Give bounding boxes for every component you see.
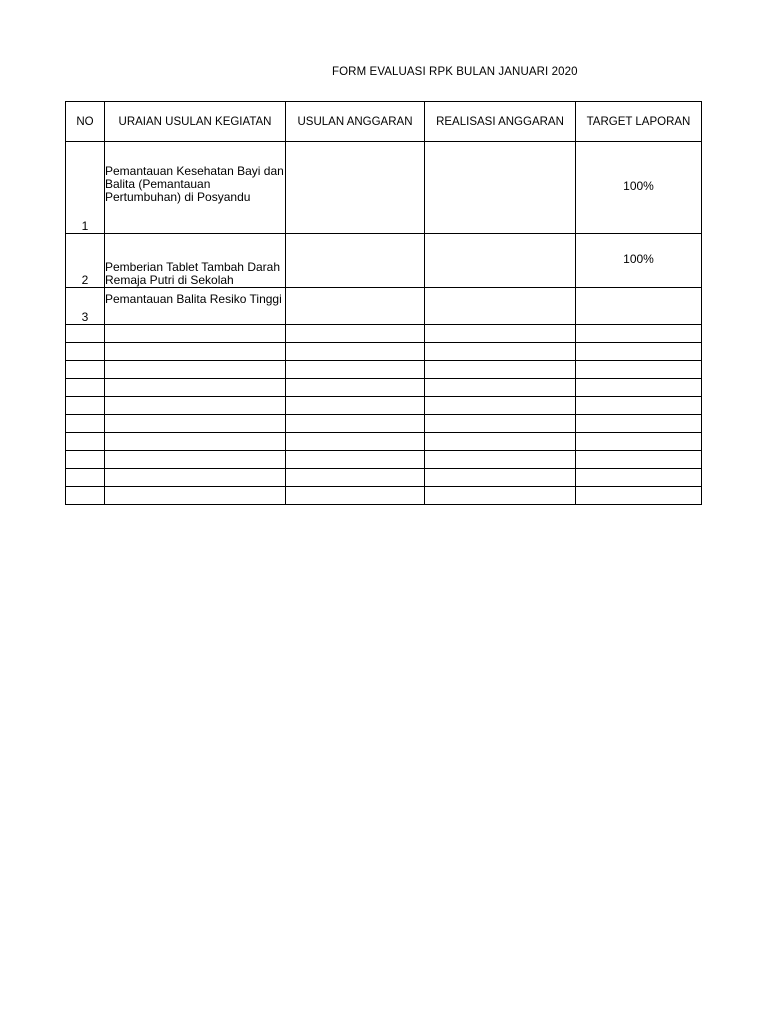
row-number bbox=[66, 361, 105, 379]
table-row bbox=[66, 142, 702, 234]
usulan-anggaran-cell bbox=[286, 343, 425, 361]
empty-table-row bbox=[66, 379, 702, 397]
row-number: 1 bbox=[66, 142, 105, 234]
table-row bbox=[66, 288, 702, 325]
realisasi-anggaran-cell bbox=[425, 451, 576, 469]
target-laporan-cell bbox=[576, 343, 702, 361]
activity-description bbox=[105, 415, 286, 433]
usulan-anggaran-cell bbox=[286, 469, 425, 487]
realisasi-anggaran-cell bbox=[425, 415, 576, 433]
target-laporan-cell bbox=[576, 433, 702, 451]
header-usulan-anggaran: USULAN ANGGARAN bbox=[286, 102, 425, 142]
realisasi-anggaran-cell bbox=[425, 288, 576, 325]
usulan-anggaran-cell bbox=[286, 379, 425, 397]
usulan-anggaran-cell bbox=[286, 234, 425, 288]
activity-description bbox=[105, 451, 286, 469]
realisasi-anggaran-cell bbox=[425, 325, 576, 343]
activity-description: Pemantauan Balita Resiko Tinggi bbox=[105, 288, 286, 325]
empty-table-row bbox=[66, 325, 702, 343]
row-number bbox=[66, 379, 105, 397]
realisasi-anggaran-cell bbox=[425, 469, 576, 487]
target-laporan-cell bbox=[576, 288, 702, 325]
target-laporan-cell bbox=[576, 469, 702, 487]
target-laporan-cell: 100% bbox=[576, 234, 702, 288]
target-laporan-cell bbox=[576, 487, 702, 505]
activity-description bbox=[105, 343, 286, 361]
row-number bbox=[66, 415, 105, 433]
target-laporan-cell bbox=[576, 451, 702, 469]
header-target-laporan: TARGET LAPORAN bbox=[576, 102, 702, 142]
row-number bbox=[66, 343, 105, 361]
row-number: 3 bbox=[66, 288, 105, 325]
activity-description bbox=[105, 469, 286, 487]
row-number bbox=[66, 451, 105, 469]
usulan-anggaran-cell bbox=[286, 415, 425, 433]
realisasi-anggaran-cell bbox=[425, 379, 576, 397]
target-laporan-cell bbox=[576, 379, 702, 397]
empty-table-row bbox=[66, 469, 702, 487]
row-number bbox=[66, 469, 105, 487]
activity-description: Pemberian Tablet Tambah Darah Remaja Putri di Sekolah bbox=[105, 234, 286, 288]
target-laporan-cell bbox=[576, 397, 702, 415]
usulan-anggaran-cell bbox=[286, 487, 425, 505]
realisasi-anggaran-cell bbox=[425, 343, 576, 361]
usulan-anggaran-cell bbox=[286, 325, 425, 343]
activity-description bbox=[105, 325, 286, 343]
realisasi-anggaran-cell bbox=[425, 234, 576, 288]
activity-description bbox=[105, 361, 286, 379]
header-realisasi-anggaran: REALISASI ANGGARAN bbox=[425, 102, 576, 142]
page-title: FORM EVALUASI RPK BULAN JANUARI 2020 bbox=[332, 66, 578, 78]
evaluation-table bbox=[65, 101, 702, 505]
empty-table-row bbox=[66, 361, 702, 379]
empty-table-row bbox=[66, 451, 702, 469]
empty-table-row bbox=[66, 487, 702, 505]
row-number bbox=[66, 433, 105, 451]
row-number bbox=[66, 325, 105, 343]
header-uraian: URAIAN USULAN KEGIATAN bbox=[105, 102, 286, 142]
header-no: NO bbox=[66, 102, 105, 142]
usulan-anggaran-cell bbox=[286, 361, 425, 379]
target-laporan-cell bbox=[576, 415, 702, 433]
empty-table-row bbox=[66, 397, 702, 415]
empty-table-row bbox=[66, 343, 702, 361]
row-number bbox=[66, 397, 105, 415]
row-number bbox=[66, 487, 105, 505]
target-laporan-cell bbox=[576, 325, 702, 343]
activity-description bbox=[105, 379, 286, 397]
realisasi-anggaran-cell bbox=[425, 487, 576, 505]
empty-table-row bbox=[66, 415, 702, 433]
target-laporan-cell: 100% bbox=[576, 142, 702, 234]
row-number: 2 bbox=[66, 234, 105, 288]
target-laporan-cell bbox=[576, 361, 702, 379]
table-row bbox=[66, 234, 702, 288]
activity-description bbox=[105, 433, 286, 451]
activity-description: Pemantauan Kesehatan Bayi dan Balita (Pemantauan Pertumbuhan) di Posyandu bbox=[105, 142, 286, 234]
activity-description bbox=[105, 487, 286, 505]
usulan-anggaran-cell bbox=[286, 288, 425, 325]
usulan-anggaran-cell bbox=[286, 451, 425, 469]
realisasi-anggaran-cell bbox=[425, 433, 576, 451]
realisasi-anggaran-cell bbox=[425, 397, 576, 415]
activity-description bbox=[105, 397, 286, 415]
empty-table-row bbox=[66, 433, 702, 451]
usulan-anggaran-cell bbox=[286, 433, 425, 451]
usulan-anggaran-cell bbox=[286, 397, 425, 415]
realisasi-anggaran-cell bbox=[425, 361, 576, 379]
table-header-row bbox=[66, 102, 702, 142]
usulan-anggaran-cell bbox=[286, 142, 425, 234]
realisasi-anggaran-cell bbox=[425, 142, 576, 234]
